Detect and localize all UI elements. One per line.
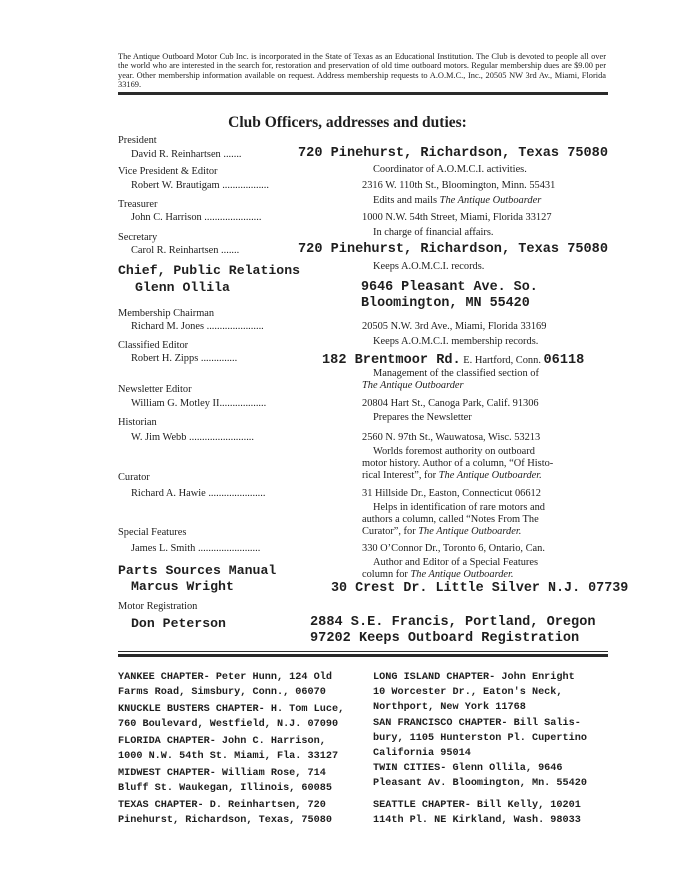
officer-name-special-features: James L. Smith ........................ [131,543,261,554]
page-heading: Club Officers, addresses and duties: [228,114,467,131]
officer-title-vice-president: Vice President & Editor [118,166,218,177]
chapter-knuckle-busters: KNUCKLE BUSTERS CHAPTER- H. Tom Luce, 760 Boulevard, Westfield, N.J. 07090 [118,704,345,730]
officer-address-historian: 2560 N. 97th St., Wauwatosa, Wisc. 53213 [362,432,541,443]
officer-duty-historian-2: motor history. Author of a column, “Of Histo- [362,458,554,469]
officer-title-newsletter: Newsletter Editor [118,384,192,395]
officer-title-public-relations: Chief, Public Relations [118,263,301,278]
chapters-rule [118,654,608,657]
officer-name-treasurer: John C. Harrison ...................... [131,212,262,223]
chapter-san-francisco: SAN FRANCISCO CHAPTER- Bill Salis- bury, 1105 Hunterston Pl. Cupertino California 95014 [373,718,587,759]
chapter-seattle: SEATTLE CHAPTER- Bill Kelly, 10201 114th Pl. NE Kirkland, Wash. 98033 [373,800,581,826]
officer-title-classified: Classified Editor [118,340,189,351]
officer-title-special-features: Special Features [118,527,187,538]
officer-title-parts-sources: Parts Sources Manual [118,563,277,578]
officer-address-membership: 20505 N.W. 3rd Ave., Miami, Florida 33169 [362,321,547,332]
officer-duty-historian-3: rical Interest”, for The Antique Outboarder. [362,470,542,481]
officer-name-curator: Richard A. Hawie ...................... [131,488,266,499]
officer-address-motor-registration-2: 97202 Keeps Outboard Registration [310,631,580,646]
chapter-long-island: LONG ISLAND CHAPTER- John Enright 10 Worcester Dr., Eaton's Neck, Northport, New York 11768 [373,672,575,713]
officer-address-treasurer: 1000 N.W. 54th Street, Miami, Florida 33127 [362,212,552,223]
officer-duty-classified-1: Management of the classified section of [373,368,539,379]
officer-title-historian: Historian [118,417,157,428]
officer-duty-curator-1: Helps in identification of rare motors and [373,502,545,513]
officer-name-vice-president: Robert W. Brautigam .................. [131,180,269,191]
officer-duty-special-features-2: column for The Antique Outboarder. [362,569,514,580]
chapter-twin-cities: TWIN CITIES- Glenn Ollila, 9646 Pleasant Av. Bloomington, Mn. 55420 [373,763,587,789]
officer-address-public-relations-1: 9646 Pleasant Ave. So. [361,280,538,295]
officer-address-president: 720 Pinehurst, Richardson, Texas 75080 [298,146,608,161]
officer-duty-curator-3: Curator”, for The Antique Outboarder. [362,526,522,537]
chapter-midwest: MIDWEST CHAPTER- William Rose, 714 Bluff St. Waukegan, Illinois, 60085 [118,768,332,794]
officer-duty-classified-2: The Antique Outboarder [362,380,464,391]
officer-name-newsletter: William G. Motley II.................. [131,398,267,409]
officer-title-secretary: Secretary [118,232,158,243]
officer-duty-vice-president-2: Edits and mails The Antique Outboarder [373,195,542,206]
officer-duty-secretary: Keeps A.O.M.C.I. records. [373,261,485,272]
intro-paragraph: The Antique Outboard Motor Cub Inc. is incorporated in the State of Texas as an Educational Institution. The Club is devoted to people all over the world who are interested in the search for, restoration and preservation of old time outboard motors. Regular membership dues are $9.00 per year. Other membership information available on request. Address membership requests to A.O.M.C., Inc., 20505 NW 3rd Av., Miami, Florida 33169. [118,52,606,90]
officer-address-public-relations-2: Bloomington, MN 55420 [361,296,530,311]
officer-title-motor-registration: Motor Registration [118,601,198,612]
officer-address-secretary: 720 Pinehurst, Richardson, Texas 75080 [298,242,608,257]
officer-address-parts-sources: 30 Crest Dr. Little Silver N.J. 07739 [331,581,629,596]
officer-name-membership: Richard M. Jones ...................... [131,321,264,332]
officer-name-parts-sources: Marcus Wright [131,579,234,594]
officer-name-president: David R. Reinhartsen ....... [131,149,242,160]
officer-duty-historian-1: Worlds foremost authority on outboard [373,446,535,457]
officer-title-treasurer: Treasurer [118,199,158,210]
officer-title-curator: Curator [118,472,150,483]
officer-address-classified: 182 Brentmoor Rd. E. Hartford, Conn. 06118 [322,353,585,368]
chapter-florida: FLORIDA CHAPTER- John C. Harrison, 1000 N.W. 54th St. Miami, Fla. 33127 [118,736,339,762]
officer-duty-treasurer: In charge of financial affairs. [373,227,494,238]
intro-rule [118,92,608,95]
officer-duty-special-features-1: Author and Editor of a Special Features [373,557,539,568]
officer-title-president: President [118,135,157,146]
officer-title-membership: Membership Chairman [118,308,215,319]
officer-name-secretary: Carol R. Reinhartsen ....... [131,245,240,256]
officer-name-public-relations: Glenn Ollila [135,280,230,295]
officer-duty-newsletter: Prepares the Newsletter [373,412,472,423]
chapter-yankee: YANKEE CHAPTER- Peter Hunn, 124 Old Farms Road, Simsbury, Conn., 06070 [118,672,332,698]
officer-duty-membership: Keeps A.O.M.C.I. membership records. [373,336,539,347]
officer-name-motor-registration: Don Peterson [131,616,226,631]
officer-address-vice-president: 2316 W. 110th St., Bloomington, Minn. 55431 [362,180,556,191]
officer-address-curator: 31 Hillside Dr., Easton, Connecticut 06612 [362,488,541,499]
officer-duty-vice-president-1: Coordinator of A.O.M.C.I. activities. [373,164,527,175]
officer-address-motor-registration-1: 2884 S.E. Francis, Portland, Oregon [310,615,596,630]
chapters-rule-thin [118,651,608,652]
officer-name-classified: Robert H. Zipps .............. [131,353,238,364]
chapter-texas: TEXAS CHAPTER- D. Reinhartsen, 720 Pinehurst, Richardson, Texas, 75080 [118,800,332,826]
officer-address-special-features: 330 O’Connor Dr., Toronto 6, Ontario, Can. [362,543,545,554]
officer-name-historian: W. Jim Webb ......................... [131,432,254,443]
officer-duty-curator-2: authors a column, called “Notes From The [362,514,539,525]
officer-address-newsletter: 20804 Hart St., Canoga Park, Calif. 91306 [362,398,539,409]
